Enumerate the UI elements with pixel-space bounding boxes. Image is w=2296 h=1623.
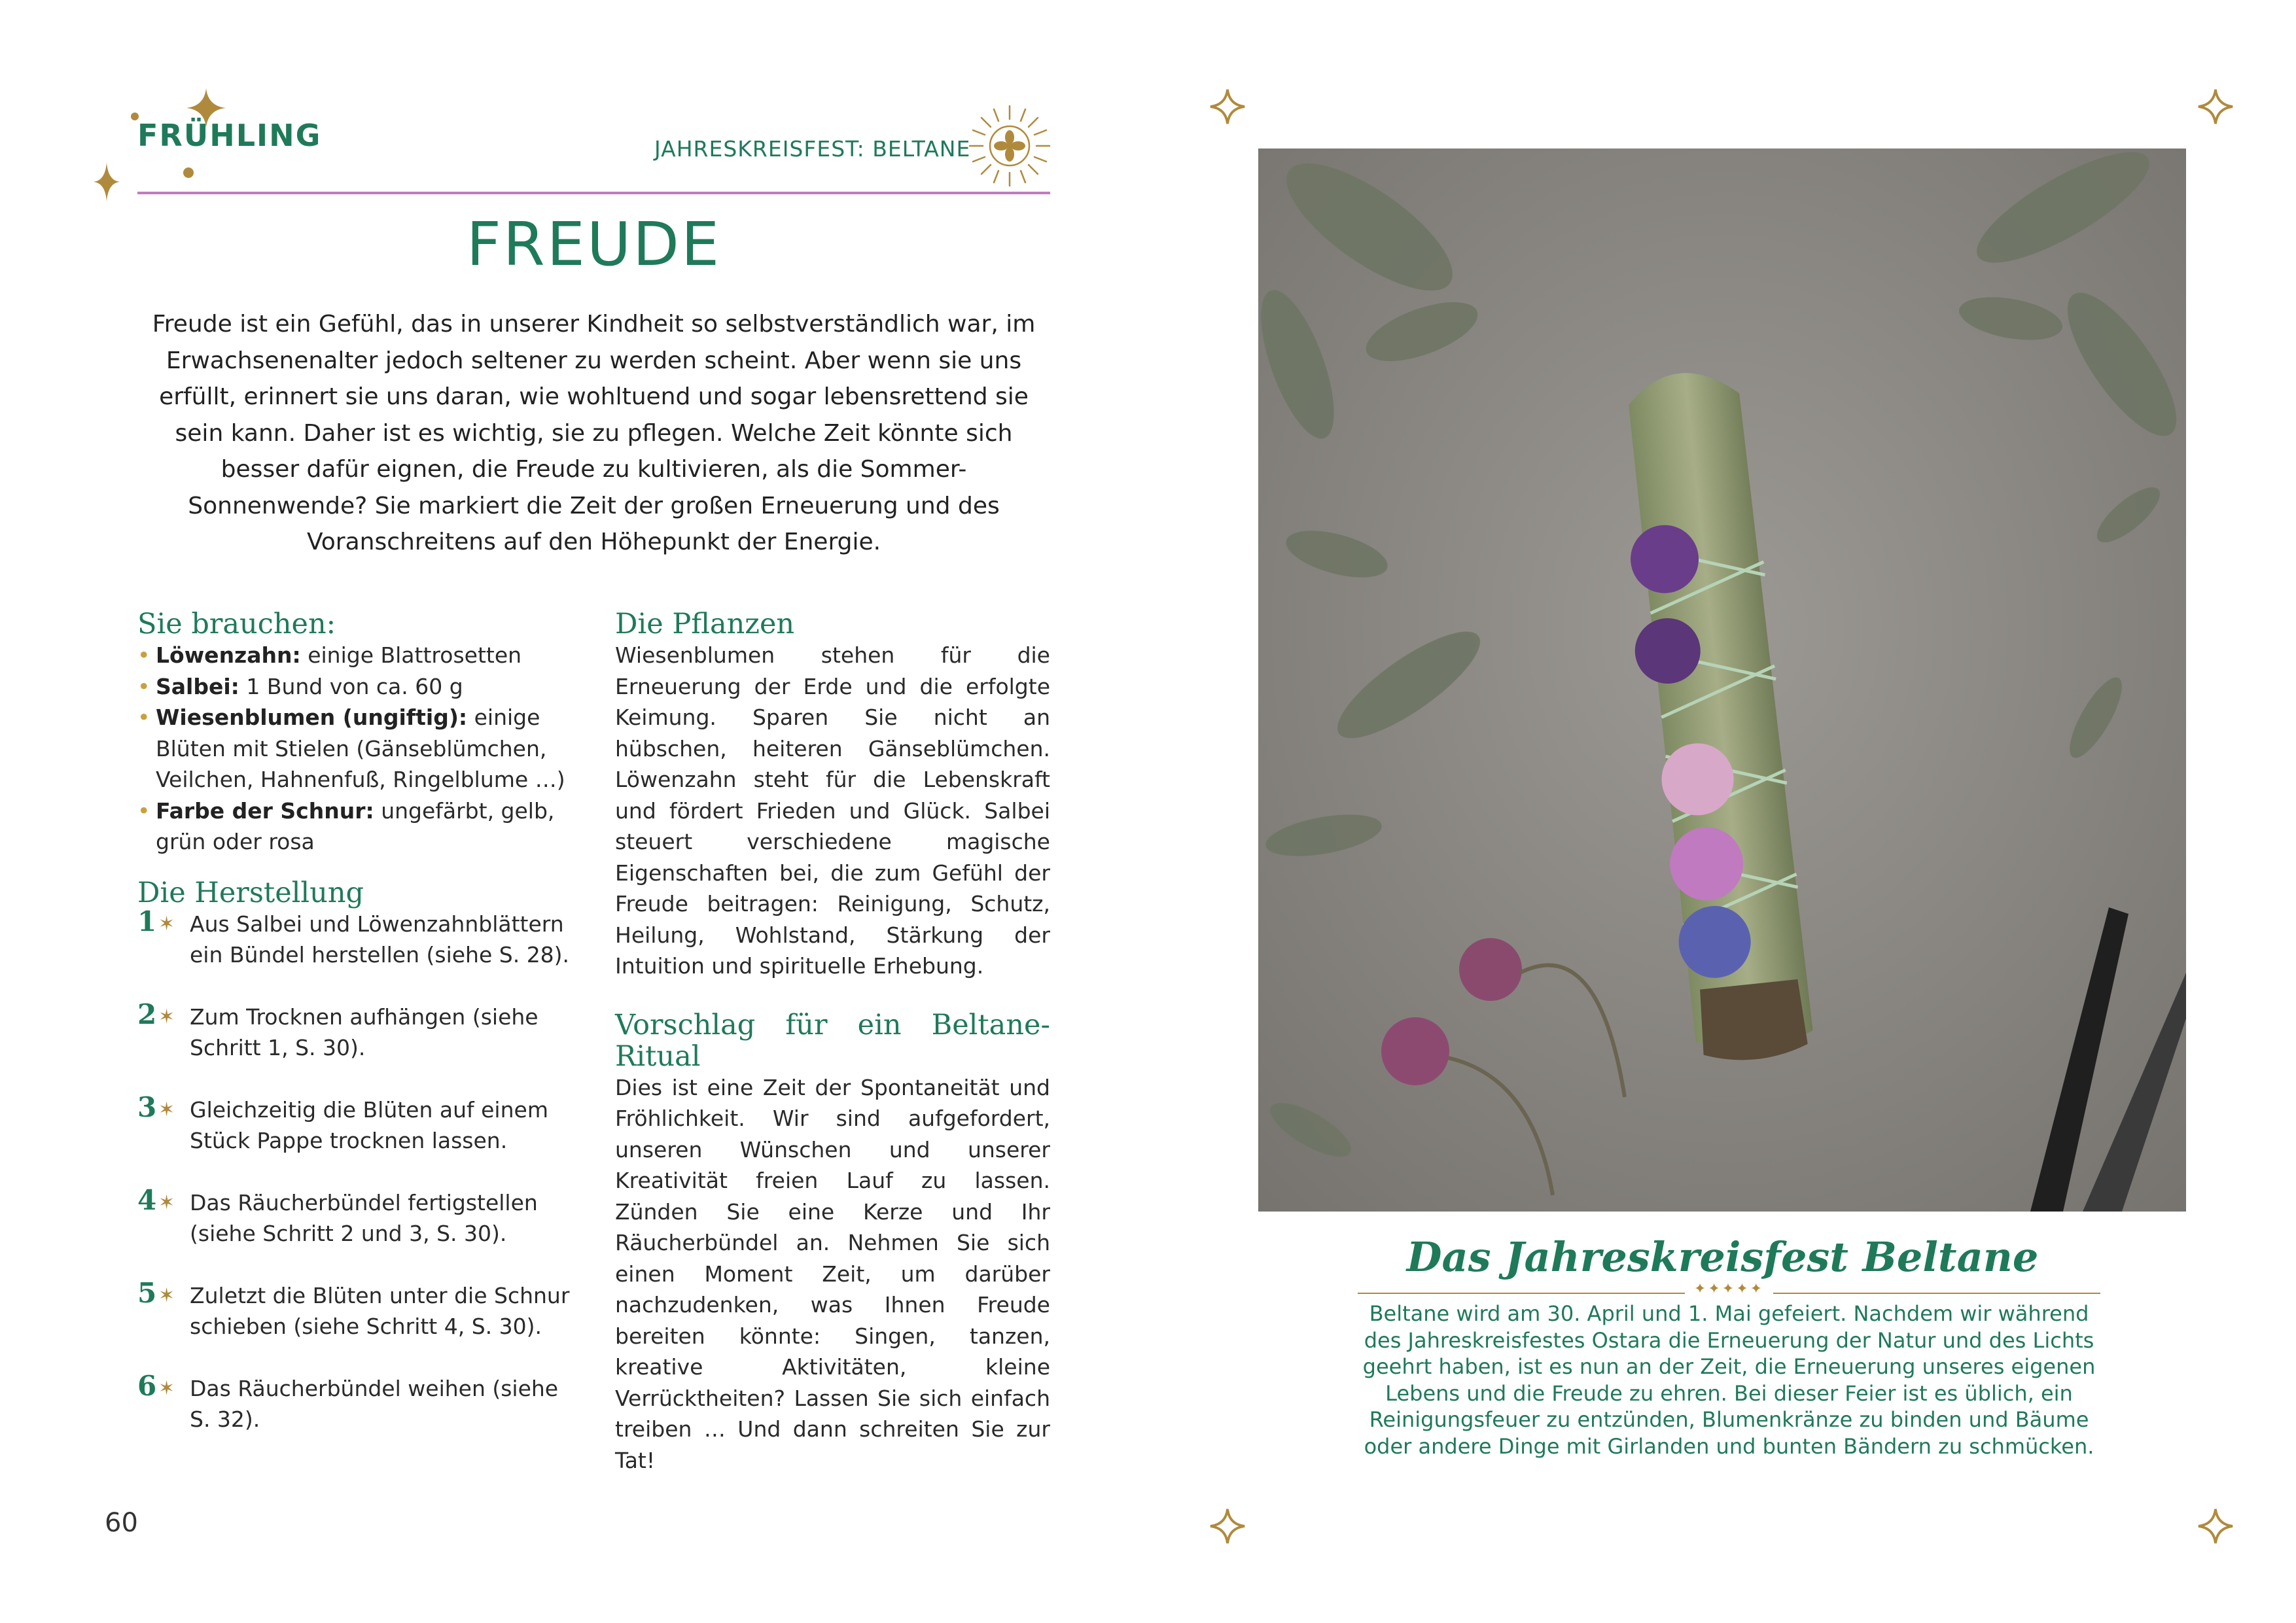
sparkle-icon	[1209, 88, 1246, 125]
step-text: Das Räucherbündel weihen (siehe S. 32).	[190, 1375, 559, 1432]
plants-text: Wiesenblumen stehen für die Erneuerung der Erde und die erfolgte Keimung. Sparen Sie nicht an hübschen, heiteren Gänseblümchen. Löwenzahn steht für die Lebenskraft und fördert Frieden und Glück. Salbei steuert verschiedene magische Eigenschaften bei, die zum Gefühl der Freude beitragen: Reinigung, Schutz, Heilung, Wohlstand, Stärkung der Intuition und spirituelle Erhebung.	[615, 642, 1050, 979]
list-item	[137, 640, 576, 671]
step-item	[137, 998, 576, 1064]
sparkle-icon	[94, 162, 120, 201]
step-number: 2	[137, 998, 157, 1030]
sparkle-icon	[1209, 1508, 1246, 1544]
item-text: ungefärbt, gelb, grün oder rosa	[156, 797, 555, 854]
ritual-text: Dies ist eine Zeit der Spontaneität und Fröhlichkeit. Wir sind aufgefordert, unseren Wünschen und unserer Kreativität freien Lauf zu lassen. Zünden Sie eine Kerze und Ihr Räucherbündel an. Nehmen Sie sich einen Moment Zeit, um darüber nachzudenken, was Ihnen Freude bereiten könnte: Singen, tanzen, kreative Aktivitäten, kleine Verrücktheiten? Lassen Sie sich einfach treiben … Und dann schreiten Sie zur Tat!	[615, 1074, 1050, 1473]
star-icon: ✶	[158, 1098, 175, 1121]
list-item	[137, 702, 576, 795]
ritual-heading: Vorschlag für ein Beltane-Ritual	[615, 1008, 1050, 1073]
box-text: Beltane wird am 30. April und 1. Mai gefeiert. Nachdem wir während des Jahreskreisfestes Ostara die Erneuerung der Natur und des Lichts geehrt haben, ist es nun an der Zeit, die Erneuerung unseres eigenen Lebens und die Freude zu ehren. Bei dieser Feier ist es üblich, ein Reinigungsfeuer zu entzünden, Blumenkränze zu binden und Bäume oder andere Dinge mit Girlanden und bunten Bändern zu schmücken.	[1362, 1301, 2096, 1459]
item-label: Löwenzahn:	[156, 642, 301, 668]
item-label: Salbei:	[156, 673, 239, 699]
star-icon: ✶	[158, 1191, 175, 1214]
festival-label: JAHRESKREISFEST: BELTANE	[654, 136, 971, 162]
step-text: Aus Salbei und Löwenzahnblättern ein Bündel herstellen (siehe S. 28).	[190, 911, 570, 968]
production-heading: Die Herstellung	[137, 876, 364, 909]
page-number: 60	[105, 1508, 138, 1538]
right-column	[615, 608, 1050, 1476]
header-rule	[137, 192, 1050, 194]
season-label: FRÜHLING	[137, 118, 322, 153]
needs-list	[137, 640, 576, 858]
plants-heading: Die Pflanzen	[615, 608, 795, 640]
intro-paragraph: Freude ist ein Gefühl, das in unserer Kindheit so selbstverständlich war, im Erwachsenenalter jedoch seltener zu werden scheint. Aber wenn sie uns erfüllt, erinnert sie uns daran, wie wohltuend und sogar lebensrettend sie sein kann. Daher ist es wichtig, sie zu pflegen. Welche Zeit könnte sich besser dafür eignen, die Freude zu kultivieren, als die Sommer-Sonnenwende? Sie markiert die Zeit der großen Erneuerung und des Voranschreitens auf den Höhepunkt der Energie.	[152, 311, 1036, 555]
divider-ornament: ✦✦✦✦✦	[1685, 1281, 1773, 1297]
smudge-bundle-photo	[1258, 148, 2186, 1212]
step-text: Zum Trocknen aufhängen (siehe Schritt 1, S. 30).	[190, 1003, 539, 1060]
step-item	[137, 1183, 576, 1249]
step-number: 6	[137, 1369, 157, 1402]
item-label: Wiesenblumen (ungiftig):	[156, 705, 468, 730]
item-text: 1 Bund von ca. 60 g	[239, 673, 463, 699]
step-item	[137, 1276, 576, 1342]
left-column	[137, 608, 576, 1466]
page-title: FREUDE	[466, 209, 722, 279]
sparkle-icon	[2197, 1508, 2234, 1544]
step-number: 3	[137, 1091, 157, 1123]
box-title: Das Jahreskreisfest Beltane	[1406, 1233, 2039, 1281]
item-text: einige Blattrosetten	[300, 642, 522, 668]
step-number: 4	[137, 1183, 157, 1216]
step-number: 5	[137, 1276, 157, 1309]
item-label: Farbe der Schnur:	[156, 797, 374, 824]
item-text: einige Blüten mit Stielen (Gänseblümchen, Veilchen, Hahnenfuß, Ringelblume …)	[156, 705, 565, 792]
step-item	[137, 1091, 576, 1157]
list-item	[137, 671, 576, 703]
star-icon: ✶	[158, 1005, 175, 1028]
list-item	[137, 795, 576, 858]
step-text: Gleichzeitig die Blüten auf einem Stück Pappe trocknen lassen.	[190, 1096, 548, 1153]
step-number: 1	[137, 905, 157, 937]
step-item	[137, 905, 576, 971]
step-text: Zuletzt die Blüten unter die Schnur schieben (siehe Schritt 4, S. 30).	[190, 1282, 570, 1339]
step-text: Das Räucherbündel fertigstellen (siehe Schritt 2 und 3, S. 30).	[190, 1189, 538, 1246]
star-icon: ✶	[158, 1283, 175, 1307]
sun-flower-icon	[967, 103, 1052, 188]
sparkle-icon	[2197, 88, 2234, 125]
star-icon: ✶	[158, 912, 175, 935]
needs-heading: Sie brauchen:	[137, 608, 336, 640]
step-item	[137, 1369, 576, 1435]
dot-ornament	[183, 167, 194, 178]
star-icon: ✶	[158, 1376, 175, 1400]
